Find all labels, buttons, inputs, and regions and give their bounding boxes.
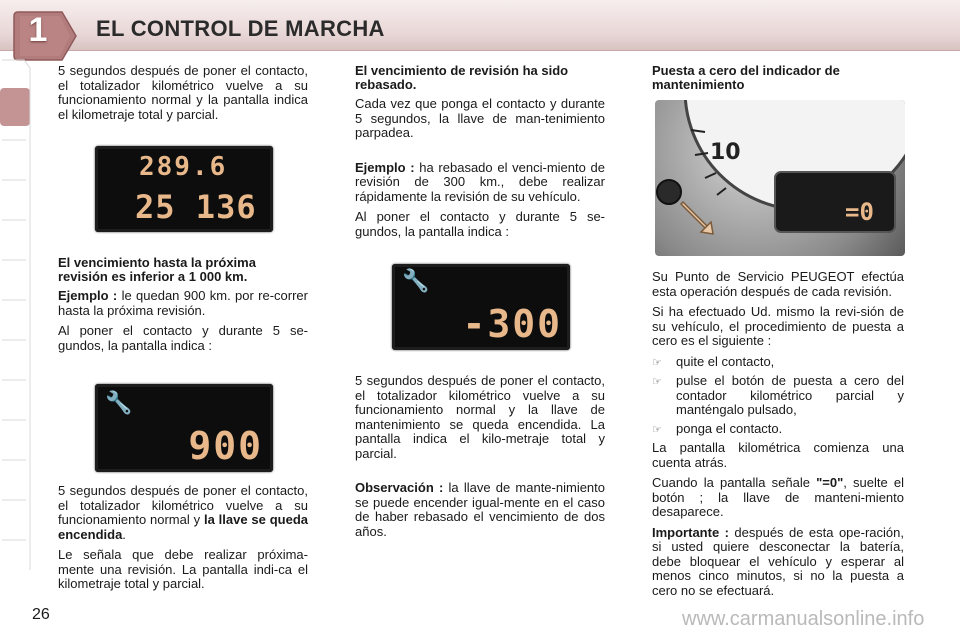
list-item-text: pulse el botón de puesta a cero del contador kilométrico parcial y manténgalo pulsado, [676,373,904,417]
example-text: ha rebasado el venci-miento de revisión de 300 km., debe realizar rápidamente la revisión de su vehículo. [355,159,605,204]
col3-important [652,526,904,599]
important-text: después de esta ope-ración, si usted quiere desconectar la batería, debe bloquear el vehículo y esperar al menos cinco minutos, si no la puesta a cero no se efectuará. [652,524,904,598]
maintenance-display-900 [95,384,273,472]
p4-part-c: , suelte el botón ; la llave de manteni-miento desaparece. [652,475,904,519]
col1-paragraph-5: Le señala que debe realizar próxima-mente una revisión. La pantalla indi-ca el kilometraje total y parcial. [58,547,308,591]
display-remaining-km: 900 [188,424,263,468]
col2-paragraph-1: Cada vez que ponga el contacto y durante 5 segundos, la llave de man-tenimiento parpadea. [355,96,605,140]
column-1 [58,64,308,128]
col2-paragraph-4: 5 segundos después de poner el contacto, el totalizador kilométrico vuelve a su funcionamiento normal y la llave de mantenimiento se queda encendida. La pantalla indica el kilo-metraje total y parcial. [355,373,605,461]
display-overdue-km: -300 [462,302,562,346]
wrench-icon: 🔧 [105,390,133,415]
list-item [652,374,904,418]
page-title: EL CONTROL DE MARCHA [96,16,385,41]
col1-paragraph-4 [58,484,308,542]
pointer-icon: ☞ [652,356,662,369]
observation-label: Observación : [355,480,444,495]
example-label: Ejemplo : [58,288,118,303]
p4-part-c: . [122,526,126,542]
col2-observation [355,481,605,539]
list-item-text: quite el contacto, [676,353,775,369]
important-label: Importante : [652,524,729,540]
p4-part-a: Cuando la pantalla señale [652,475,817,490]
display-trip-value: 289.6 [139,152,228,182]
display-total-value: 25 136 [135,188,257,226]
display-reset-value: =0 [845,198,874,226]
odometer-display-1 [95,146,273,232]
example-text: le quedan 900 km. por re-correr hasta la próxima revisión. [58,288,308,318]
column-3-section-2 [652,270,904,604]
observation-text: la llave de mante-nimiento se puede encender igual-mente en el caso de haber rebasado el vencimiento de dos años. [355,480,606,539]
column-3 [652,64,902,97]
p4-part-a: 5 segundos después de poner el contacto, el totalizador kilométrico vuelve a su funcionamiento normal y [58,483,308,527]
wrench-icon: 🔧 [402,268,430,293]
gauge-number: 10 [710,140,741,165]
page-number: 26 [32,606,50,623]
col3-paragraph-3: La pantalla kilométrica comienza una cuenta atrás. [652,440,904,470]
col2-paragraph-3: Al poner el contacto y durante 5 se-gundos, la pantalla indica : [355,209,605,239]
list-item-text: ponga el contacto. [676,420,783,436]
col1-heading: El vencimiento hasta la próxima revisión es inferior a 1 000 km. [58,255,256,284]
watermark: www.carmanualsonline.info [682,608,925,630]
example-label: Ejemplo : [355,159,415,175]
col1-paragraph-3: Al poner el contacto y durante 5 se-gundos, la pantalla indica : [58,323,308,353]
col3-paragraph-4 [652,476,904,520]
list-item [652,422,904,438]
col3-heading: Puesta a cero del indicador de mantenimiento [652,63,840,92]
pointer-icon: ☞ [652,423,662,436]
p4-part-b: la llave se queda encendida [58,512,308,542]
instrument-panel-photo [655,100,905,256]
gauge-graphic [655,100,905,256]
p4-part-b: "=0" [816,475,844,490]
maintenance-display-overdue [392,264,570,350]
list-item [652,355,904,371]
side-tabs [0,50,38,590]
col3-paragraph-1: Su Punto de Servicio PEUGEOT efectúa esta operación después de cada revisión. [652,269,904,299]
column-1-section-2 [58,256,308,359]
col2-heading: El vencimiento de revisión ha sido rebasado. [355,63,569,92]
col1-example [58,289,308,318]
col3-paragraph-2: Si ha efectuado Ud. mismo la revi-sión de su vehículo, el procedimiento de puesta a cero es el siguiente : [652,304,904,348]
column-1-section-3 [58,484,308,598]
column-2 [355,64,605,245]
chapter-number: 1 [28,11,48,49]
column-2-section-2 [355,374,605,545]
col1-paragraph-1: 5 segundos después de poner el contacto, el totalizador kilométrico vuelve a su funcionamiento normal y la pantalla indica el kilometraje total y parcial. [58,63,308,122]
pointer-icon: ☞ [652,376,662,388]
col2-example [355,161,605,205]
